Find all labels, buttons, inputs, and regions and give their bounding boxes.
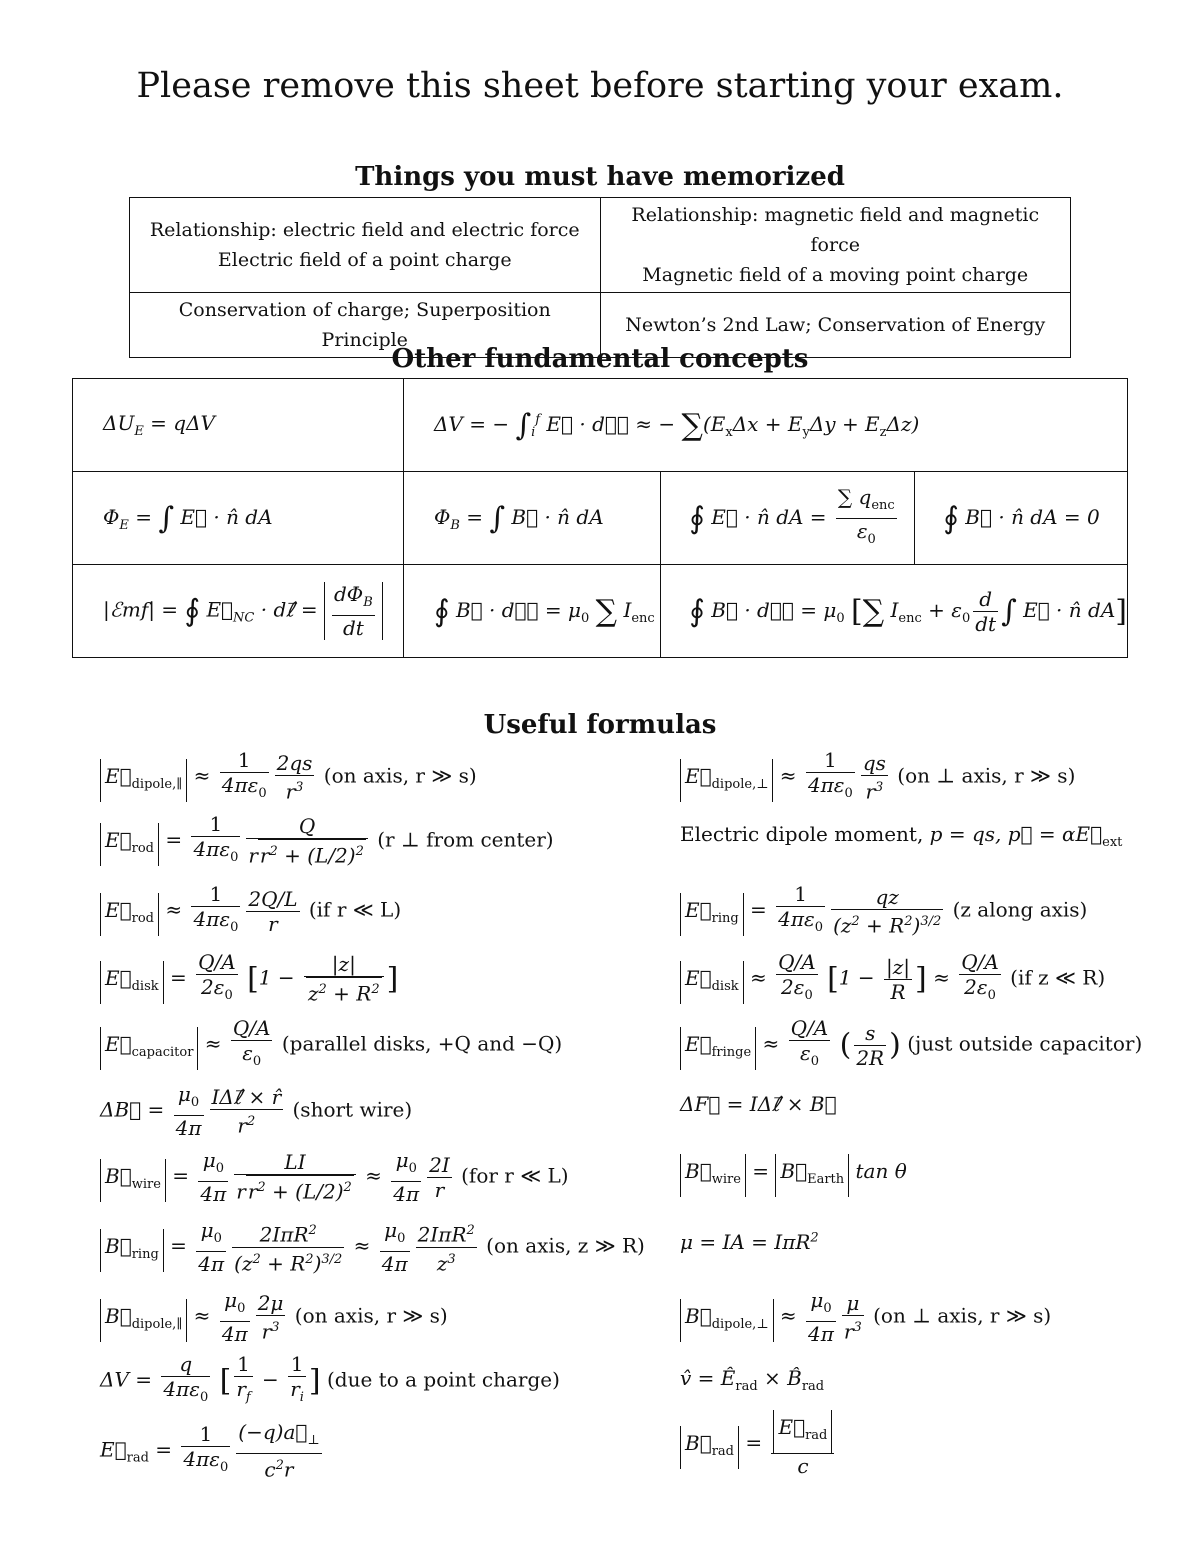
- fundamental-heading: Other fundamental concepts: [391, 344, 809, 374]
- memorized-heading: Things you must have memorized: [355, 162, 845, 192]
- note-short-wire: (short wire): [292, 1097, 413, 1122]
- formula-ring-e: $E⃗_{ring}$ = $\frac{1}{4\pi\varepsilon_0}$ $\frac{qz}{(z^2 + R^2)^{3/2}}$ (z along axis): [680, 882, 1087, 940]
- memorized-item: Relationship: magnetic field and magnetic force: [631, 204, 1040, 256]
- memorized-item: Electric field of a point charge: [217, 249, 512, 271]
- note-just-outside: (just outside capacitor): [907, 1031, 1143, 1056]
- note-z-along-axis: (z along axis): [952, 897, 1088, 922]
- formula-gauss-b: ∮ B⃗ · n̂ dA = 0: [915, 472, 1128, 565]
- memorized-item: Relationship: electric field and electric force: [149, 219, 580, 241]
- formula-b-dipole-parallel: $B⃗_{dipole,\parallel}$ ≈ $\frac{\mu_0}{4\pi}$ $\frac{2\mu}{r^3}$ (on axis, r ≫ s): [100, 1288, 448, 1346]
- dipole-moment-label: Electric dipole moment,: [680, 822, 930, 846]
- formula-flux-e: $\Phi_E$ = ∫ E⃗ · n̂ dA: [73, 472, 404, 565]
- formula-delta-ue: $\Delta U_E = q\Delta V$: [73, 379, 404, 472]
- memorized-cell: Conservation of charge; Superposition Principle: [130, 293, 601, 358]
- formula-dipole-perp: $E⃗_{dipole,\perp}$ ≈ $\frac{1}{4\pi\varepsilon_0}$ $\frac{qs}{r^3}$ (on ⊥ axis, r ≫ s): [680, 748, 1075, 806]
- note-on-axis-b: (on axis, r ≫ s): [294, 1303, 448, 1328]
- formula-capacitor: $E⃗_{capacitor}$ ≈ $\frac{Q/A}{\varepsilon_0}$ (parallel disks, +Q and −Q): [100, 1016, 562, 1074]
- note-due-point: (due to a point charge): [327, 1367, 560, 1392]
- formula-ampere: ∮ B⃗ · dℓ⃗ = $\mu_0$ ∑ $I_{enc}$: [403, 565, 660, 658]
- formula-b-rad: $B⃗_{rad}$ = $\frac{E⃗_{rad}}{c}$: [680, 1410, 837, 1478]
- formula-disk-exact: $E⃗_{disk}$ = $\frac{Q/A}{2\varepsilon_0}$ [1 − $\frac{|z|}{z^2 + R^2}$ ]: [100, 950, 398, 1008]
- page-title: Please remove this sheet before starting your exam.: [136, 66, 1064, 106]
- useful-heading: Useful formulas: [483, 710, 717, 740]
- note-r-perp-center: (r ⊥ from center): [377, 827, 554, 852]
- formula-ampere-maxwell: ∮ B⃗ · dℓ⃗ = $\mu_0$ [∑ $I_{enc} + \varepsilon_0$ $\frac{d}{dt}$ ∫ E⃗ · n̂ dA]: [661, 565, 1128, 658]
- formula-flux-b: $\Phi_B$ = ∫ B⃗ · n̂ dA: [403, 472, 660, 565]
- formula-rod-approx: $E⃗_{rod}$ ≈ $\frac{1}{4\pi\varepsilon_0}$ $\frac{2Q/L}{r}$ (if r ≪ L): [100, 882, 401, 940]
- formula-dipole-moment: Electric dipole moment, p = qs, p⃗ = $\alpha E⃗_{ext}$: [680, 822, 1123, 850]
- memorized-item: Magnetic field of a moving point charge: [642, 264, 1029, 286]
- formula-b-wire: $B⃗_{wire}$ = $\frac{\mu_0}{4\pi}$ $\frac{LI}{r r^2 + (L/2)^2}$ ≈ $\frac{\mu_0}{4\pi}$ $\frac{2I}{r}$ (for r ≪ L): [100, 1148, 569, 1206]
- formula-emf: |ℰmf| = ∮ $E⃗_{NC}$ · dℓ⃗ = $\frac{d\Phi_B}{dt}$: [73, 565, 404, 658]
- formula-biot-savart: ΔB⃗ = $\frac{\mu_0}{4\pi}$ $\frac{\text{IΔℓ⃗ × r̂}}{r^2}$ (short wire): [100, 1082, 413, 1140]
- formula-magnetic-moment: μ = IA = IπR$^2$: [680, 1230, 819, 1254]
- note-for-r-ll-l: (for r ≪ L): [461, 1163, 569, 1188]
- note-on-perp-axis-b: (on ⊥ axis, r ≫ s): [873, 1303, 1052, 1328]
- memorized-cell: Newton’s 2nd Law; Conservation of Energy: [600, 293, 1071, 358]
- note-if-z-ll-r: (if z ≪ R): [1010, 965, 1106, 990]
- formula-force-wire: ΔF⃗ = IΔℓ⃗ × B⃗: [680, 1092, 837, 1116]
- formula-propagation: v̂ = $Ê_{rad}$ × $B̂_{rad}$: [680, 1366, 825, 1394]
- formula-b-dipole-perp: $B⃗_{dipole,\perp}$ ≈ $\frac{\mu_0}{4\pi}$ $\frac{\mu}{r^3}$ (on ⊥ axis, r ≫ s): [680, 1288, 1051, 1346]
- formula-gauss-e: ∮ E⃗ · n̂ dA = $\frac{\sum q_{enc}}{\varepsilon_0}$: [661, 472, 915, 565]
- note-on-axis-z: (on axis, z ≫ R): [486, 1233, 645, 1258]
- note-if-r-ll-l: (if r ≪ L): [308, 897, 402, 922]
- note-on-axis: (on axis, r ≫ s): [323, 763, 477, 788]
- formula-e-rad: $E⃗_{rad}$ = $\frac{1}{4\pi\varepsilon_0}$ $\frac{(-q)a⃗_\perp}{c^2r}$: [100, 1420, 320, 1482]
- formula-rod-exact: $E⃗_{rod}$ = $\frac{1}{4\pi\varepsilon_0}$ $\frac{Q}{r r^2 + (L/2)^2}$ (r ⊥ from center): [100, 812, 554, 870]
- formula-delta-v: ΔV = − $\int_i^f$ E⃗ · dℓ⃗ ≈ − $\sum(E_x\Delta x + E_y\Delta y + E_z\Delta z)$: [403, 379, 1127, 472]
- memorized-cell: [130, 198, 601, 293]
- fundamental-table: [72, 378, 1128, 658]
- note-on-perp-axis: (on ⊥ axis, r ≫ s): [897, 763, 1076, 788]
- note-parallel-disks: (parallel disks, +Q and −Q): [281, 1031, 563, 1056]
- formula-dipole-parallel: $E⃗_{dipole,\parallel}$ ≈ $\frac{1}{4\pi\varepsilon_0}$ $\frac{2qs}{r^3}$ (on axis, r ≫ s): [100, 748, 477, 806]
- formula-b-earth: $B⃗_{wire}$ = $B⃗_{Earth}$ tan θ: [680, 1154, 907, 1197]
- formula-fringe: $E⃗_{fringe}$ ≈ $\frac{Q/A}{\varepsilon_0}$ ( $\frac{s}{2R}$ ) (just outside capacitor): [680, 1016, 1142, 1074]
- memorized-table: [129, 197, 1071, 358]
- formula-b-ring: $B⃗_{ring}$ = $\frac{\mu_0}{4\pi}$ $\frac{2I\pi R^2}{(z^2 + R^2)^{3/2}}$ ≈ $\frac{\mu_0}{4\pi}$ $\frac{2I\pi R^2}{z^3}$ (on axis, z ≫ R): [100, 1218, 645, 1276]
- formula-potential-point: ΔV = $\frac{q}{4\pi\varepsilon_0}$ [ $\frac{1}{r_f}$ − $\frac{1}{r_i}$ ] (due to a point charge): [100, 1352, 560, 1410]
- formula-disk-approx: $E⃗_{disk}$ ≈ $\frac{Q/A}{2\varepsilon_0}$ [1 − $\frac{|z|}{R}$ ] ≈ $\frac{Q/A}{2\varepsilon_0}$ (if z ≪ R): [680, 950, 1105, 1008]
- memorized-cell: [600, 198, 1071, 293]
